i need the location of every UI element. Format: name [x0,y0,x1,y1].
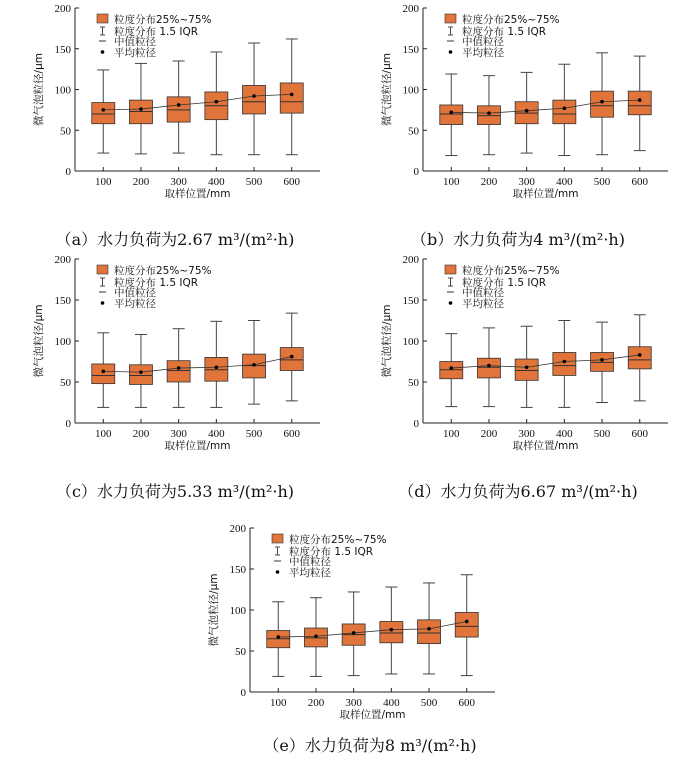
chart-panel-c [32,254,320,501]
x-tick-label: 300 [170,428,187,440]
mean-point [139,107,143,111]
x-axis-label: 取样位置/mm [512,188,579,200]
y-tick-label: 100 [54,84,71,97]
y-axis-label: 微气泡粒径/μm [208,573,220,647]
x-tick-label: 100 [270,697,287,709]
legend-median-label: 中值粒径 [462,287,504,299]
y-tick-label: 200 [54,3,71,15]
x-tick-label: 300 [170,176,187,188]
box-iqr [455,612,478,637]
y-tick-label: 150 [54,295,71,307]
box-iqr [418,620,441,644]
x-tick-label: 400 [208,176,225,188]
box-iqr [628,91,651,115]
legend-box-swatch [445,14,456,23]
y-tick-label: 100 [402,336,419,348]
y-axis-label: 微气泡粒径/μm [381,304,393,378]
x-tick-label: 500 [420,697,438,709]
box-iqr [92,364,115,384]
y-axis-label: 微气泡粒径/μm [33,53,45,126]
legend-mean-label: 平均粒径 [289,567,331,579]
mean-point [215,100,219,104]
box-iqr [553,352,576,375]
y-tick-label: 50 [408,125,419,138]
legend-mean-swatch [449,301,453,305]
mean-point [449,366,453,370]
legend-box-label: 粒度分布25%~75% [289,534,387,546]
box-iqr [440,105,463,125]
x-tick-label: 500 [245,176,263,188]
mean-point [252,94,256,98]
mean-point [252,363,256,367]
box-iqr [628,347,651,369]
box-iqr [243,85,266,114]
mean-point [101,108,105,112]
mean-point [487,111,491,115]
mean-point [600,358,604,362]
x-tick-label: 500 [593,176,611,188]
y-tick-label: 0 [65,166,71,178]
mean-point [139,370,143,374]
mean-point [314,634,318,638]
y-tick-label: 0 [240,687,246,699]
x-tick-label: 600 [631,176,648,188]
panel-caption: （e）水力负荷为8 m³/(m²·h) [263,736,477,755]
mean-point [390,628,394,632]
x-tick-label: 400 [556,428,573,440]
box-iqr [280,83,303,113]
box-iqr [167,361,190,382]
mean-point [465,620,469,624]
y-tick-label: 200 [402,3,419,15]
mean-point [563,360,567,364]
mean-point [177,103,181,107]
y-tick-label: 50 [60,377,71,389]
y-tick-label: 100 [229,605,246,617]
y-tick-label: 50 [235,646,246,658]
x-tick-label: 400 [383,697,400,709]
legend-median-label: 中值粒径 [462,36,504,48]
y-tick-label: 150 [402,43,419,56]
y-axis-label: 微气泡粒径/μm [381,53,393,126]
legend-whisker-label: 粒度分布 1.5 IQR [114,26,199,38]
x-tick-label: 100 [95,176,112,188]
chart-panel-a [32,3,320,249]
mean-point [449,111,453,115]
panel-caption: （b）水力负荷为4 m³/(m²·h) [411,230,625,249]
legend-whisker-label: 粒度分布 1.5 IQR [289,546,374,558]
box-iqr [553,100,576,124]
x-tick-label: 500 [593,428,611,440]
y-tick-label: 0 [413,166,419,178]
x-axis-label: 取样位置/mm [512,440,579,452]
x-tick-label: 100 [95,428,112,440]
y-tick-label: 0 [65,418,71,430]
y-tick-label: 200 [229,523,246,535]
legend-mean-swatch [449,50,453,54]
panel-caption: （c）水力负荷为5.33 m³/(m²·h) [55,482,295,501]
mean-point [101,370,105,374]
y-tick-label: 150 [229,564,246,576]
y-tick-label: 200 [402,254,419,266]
legend-box-label: 粒度分布25%~75% [462,14,560,26]
legend-box-label: 粒度分布25%~75% [114,14,212,26]
legend-whisker-label: 粒度分布 1.5 IQR [114,277,199,289]
y-tick-label: 50 [60,125,71,138]
x-tick-label: 600 [458,697,475,709]
legend-box-swatch [97,265,108,274]
mean-point [352,631,356,635]
legend-median-label: 中值粒径 [289,556,331,568]
x-tick-label: 400 [208,428,225,440]
mean-point [177,366,181,370]
x-tick-label: 600 [283,428,300,440]
legend-box-swatch [97,14,108,23]
box-iqr [591,91,614,117]
mean-point [600,100,604,104]
box-iqr [477,358,500,378]
legend-box-label: 粒度分布25%~75% [462,265,560,277]
box-iqr [515,359,538,380]
x-tick-label: 100 [443,176,460,188]
legend-mean-label: 平均粒径 [114,298,156,310]
mean-point [487,364,491,368]
mean-point [427,627,431,631]
box-iqr [129,365,152,385]
x-tick-label: 300 [518,176,535,188]
chart-panel-e [207,523,495,755]
box-iqr [380,621,403,642]
y-axis-label: 微气泡粒径/μm [33,304,45,378]
y-tick-label: 150 [54,43,71,56]
chart-panel-b [380,3,668,249]
panel-caption: （a）水力负荷为2.67 m³/(m²·h) [55,230,295,249]
x-tick-label: 200 [480,428,498,440]
y-tick-label: 100 [402,84,419,97]
x-tick-label: 200 [132,176,150,188]
panel-caption: （d）水力负荷为6.67 m³/(m²·h) [398,482,638,501]
legend-box-swatch [445,265,456,274]
legend-median-label: 中值粒径 [114,36,156,48]
legend-mean-label: 平均粒径 [114,47,156,59]
mean-point [525,109,529,113]
mean-point [638,353,642,357]
y-tick-label: 200 [54,254,71,266]
legend-whisker-label: 粒度分布 1.5 IQR [462,26,547,38]
x-axis-label: 取样位置/mm [339,709,406,721]
x-tick-label: 100 [443,428,460,440]
x-tick-label: 400 [556,176,573,188]
x-axis-label: 取样位置/mm [164,440,231,452]
mean-point [215,365,219,369]
legend-mean-label: 平均粒径 [462,298,504,310]
legend-box-swatch [272,534,283,543]
legend-median-label: 中值粒径 [114,287,156,299]
mean-point [290,355,294,359]
x-tick-label: 200 [132,428,150,440]
x-axis-label: 取样位置/mm [164,188,231,200]
legend-box-label: 粒度分布25%~75% [114,265,212,277]
y-tick-label: 100 [54,336,71,348]
box-iqr [280,348,303,371]
mean-point [290,93,294,97]
legend-mean-swatch [101,301,105,305]
mean-point [276,635,280,639]
mean-point [563,106,567,110]
x-tick-label: 600 [283,176,300,188]
mean-point [525,365,529,369]
x-tick-label: 300 [518,428,535,440]
x-tick-label: 600 [631,428,648,440]
chart-panel-d [380,254,668,501]
legend-mean-swatch [101,50,105,54]
y-tick-label: 150 [402,295,419,307]
mean-point [638,98,642,102]
y-tick-label: 50 [408,377,419,389]
legend-whisker-label: 粒度分布 1.5 IQR [462,277,547,289]
y-tick-label: 0 [413,418,419,430]
legend-mean-label: 平均粒径 [462,47,504,59]
legend-mean-swatch [276,570,280,574]
box-iqr [92,103,115,124]
x-tick-label: 200 [480,176,498,188]
x-tick-label: 300 [345,697,362,709]
x-tick-label: 500 [245,428,263,440]
x-tick-label: 200 [307,697,325,709]
